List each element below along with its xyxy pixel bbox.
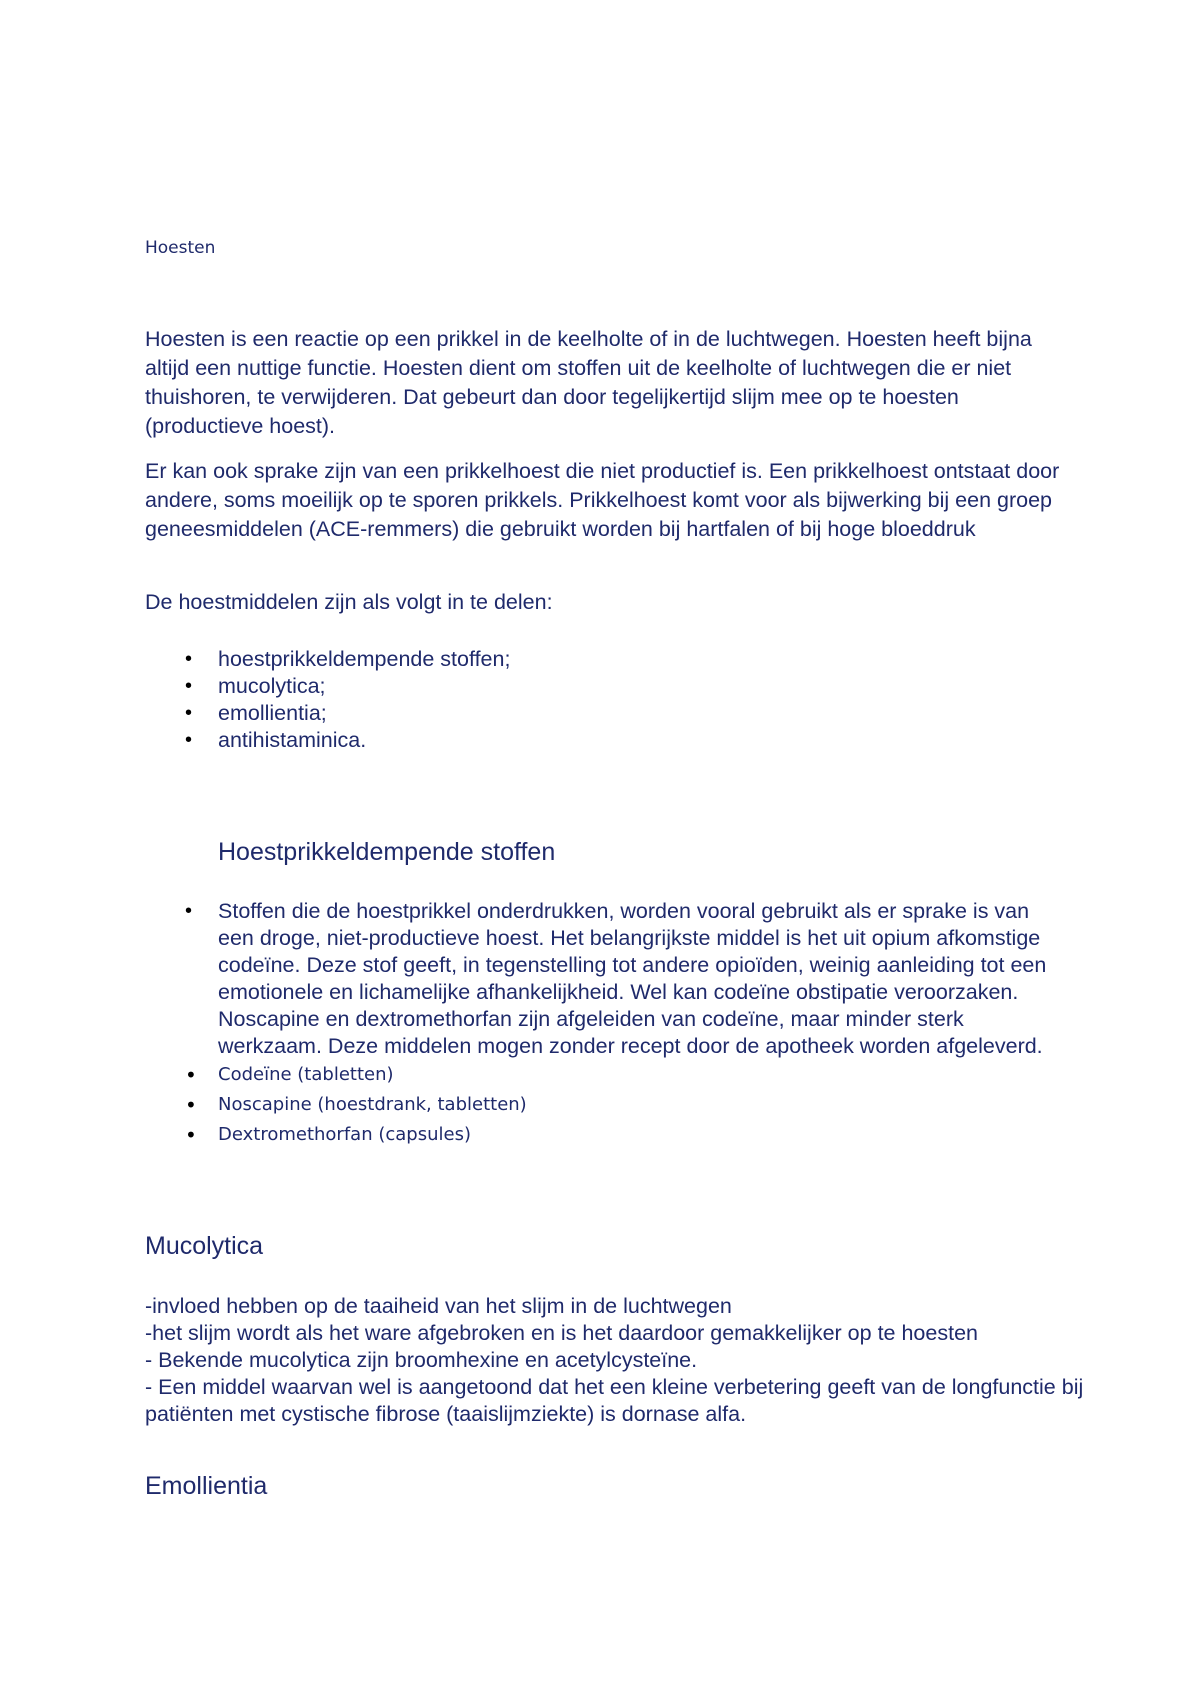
intro-paragraph-2: Er kan ook sprake zijn van een prikkelhoest die niet productief is. Een prikkelhoest ontstaat door andere, soms moeilijk op te sporen prikkels. Prikkelhoest komt voor als bijwerking bij een groep geneesmiddelen (ACE-remmers) die gebruikt worden bij hartfalen of bij hoge bloeddruk [145,459,1060,541]
list-item: • antihistaminica. [145,727,1065,754]
document-title: Hoesten [145,238,216,258]
section-heading-hoestprikkeldempende: Hoestprikkeldempende stoffen [218,838,556,866]
list-item: • hoestprikkeldempende stoffen; [145,646,1065,673]
list-item: - Een middel waarvan wel is aangetoond dat het een kleine verbetering geeft van de longfunctie bij patiënten met cystische fibrose (taaislijmziekte) is dornase alfa. [145,1375,1084,1426]
list-item: -het slijm wordt als het ware afgebroken en is het daardoor gemakkelijker op te hoesten [145,1321,978,1345]
intro-paragraph-3: De hoestmiddelen zijn als volgt in te delen: [145,590,553,614]
list-item: • Stoffen die de hoestprikkel onderdrukken, worden vooral gebruikt als er sprake is van een droge, niet-productieve hoest. Het belangrijkste middel is het uit opium afkomstige codeïne. Deze stof geeft, in tegenstelling tot andere opioïden, weinig aanleiding tot een emotionele en lichamelijke afhankelijkheid. Wel kan codeïne obstipatie veroorzaken. Noscapine en dextromethorfan zijn afgeleiden van codeïne, maar minder sterk werkzaam. Deze middelen mogen zonder recept door de apotheek worden afgeleverd. [145,898,1065,1060]
category-list [145,646,1065,754]
section1-list [145,898,1065,1150]
list-item: • Dextromethorfan (capsules) [145,1120,1065,1150]
section-heading-mucolytica: Mucolytica [145,1232,264,1260]
list-item: -invloed hebben op de taaiheid van het slijm in de luchtwegen [145,1294,732,1318]
list-item: • emollientia; [145,700,1065,727]
list-item: • Codeïne (tabletten) [145,1060,1065,1090]
list-item: • Noscapine (hoestdrank, tabletten) [145,1090,1065,1120]
mucolytica-lines [145,1293,1105,1428]
list-item: • mucolytica; [145,673,1065,700]
section-heading-emollientia: Emollientia [145,1472,268,1500]
intro-paragraph-1: Hoesten is een reactie op een prikkel in de keelholte of in de luchtwegen. Hoesten heeft bijna altijd een nuttige functie. Hoesten dient om stoffen uit de keelholte of luchtwegen die er niet thuishoren, te verwijderen. Dat gebeurt dan door tegelijkertijd slijm mee op te hoesten (productieve hoest). [145,327,1032,438]
list-item: - Bekende mucolytica zijn broomhexine en acetylcysteïne. [145,1348,698,1372]
